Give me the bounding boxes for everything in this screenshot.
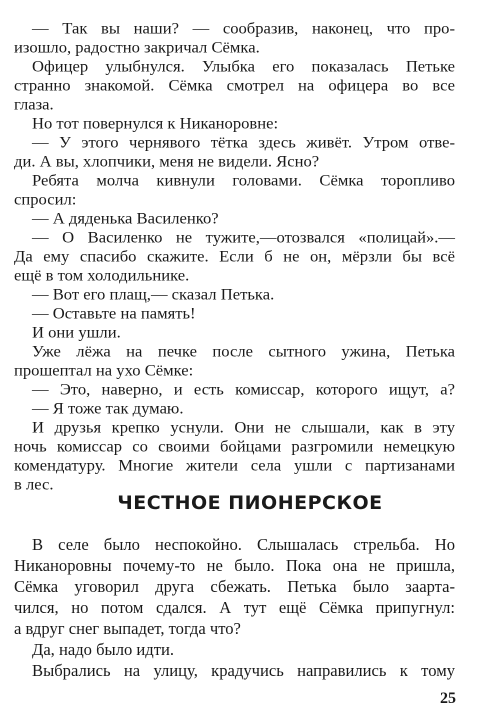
text-line: Офицер улыбнулся. Улыбка его показалась Петьке (32, 57, 455, 76)
text-line: прошептал на ухо Сёмке: (14, 361, 194, 380)
section-title: ЧЕСТНОЕ ПИОНЕРСКОЕ (117, 492, 383, 514)
text-line: И они ушли. (32, 323, 121, 342)
text-line: — А дяденька Василенко? (32, 209, 219, 228)
text-line: Никаноровны почему-то не было. Пока она не пришла, (14, 556, 455, 575)
text-line: Выбрались на улицу, крадучись направились к тому (32, 661, 455, 680)
text-line: — Вот его плащ,— сказал Петька. (32, 285, 275, 304)
text-line: Но тот повернулся к Никаноровне: (32, 114, 279, 133)
text-line: Сёмка уговорил друга сбежать. Петька было заарта- (14, 577, 455, 596)
text-line: — У этого чернявого тётка здесь живёт. Утром отве- (32, 133, 455, 152)
text-line: ди. А вы, хлопчики, меня не видели. Ясно? (14, 152, 320, 171)
text-line: чился, но потом сдался. А тут ещё Сёмка припугнул: (14, 598, 455, 617)
text-line: В селе было неспокойно. Слышалась стрельба. Но (32, 535, 455, 554)
text-line: — О Василенко не тужите,—отозвался «полицай».— (32, 228, 455, 247)
text-line: в лес. (14, 475, 54, 494)
text-line: изошло, радостно закричал Сёмка. (14, 38, 260, 57)
text-line: комендатуру. Многие жители села ушли с партизанами (14, 456, 455, 475)
text-line: — Я тоже так думаю. (32, 399, 184, 418)
text-line: Да, надо было идти. (32, 640, 175, 659)
text-line: а вдруг снег выпадет, тогда что? (14, 619, 241, 638)
text-line: глаза. (14, 95, 54, 114)
text-line: ночь комиссар со своими бойцами разгромили немецкую (14, 437, 455, 456)
text-line: — Так вы наши? — сообразив, наконец, что про- (32, 19, 455, 38)
page-number: 25 (440, 690, 456, 707)
text-line: — Оставьте на память! (32, 304, 196, 323)
text-line: спросил: (14, 190, 77, 209)
text-line: Уже лёжа на печке после сытного ужина, Петька (32, 342, 455, 361)
text-line: ещё в том холодильнике. (14, 266, 190, 285)
text-line: И друзья крепко уснули. Они не слышали, как в эту (32, 418, 455, 437)
text-line: Ребята молча кивнули головами. Сёмка торопливо (32, 171, 455, 190)
text-line: Да ему спасибо скажите. Если б не он, мёрзли бы всё (14, 247, 455, 266)
text-line: странно знакомой. Сёмка смотрел на офицера во все (14, 76, 455, 95)
text-line: — Это, наверно, и есть комиссар, которого ищут, а? (32, 380, 455, 399)
